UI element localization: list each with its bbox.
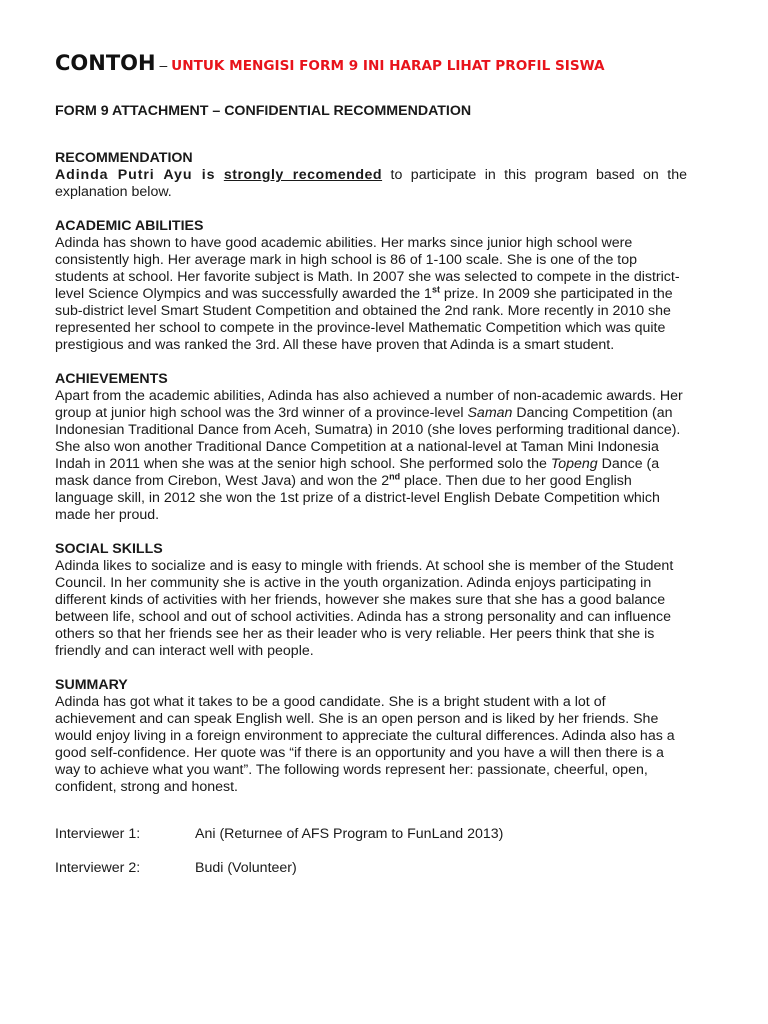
academic-section: [55, 218, 687, 354]
title-dash: –: [155, 57, 172, 73]
recommendation-section: [55, 150, 687, 201]
summary-section: [55, 677, 687, 796]
academic-superscript: st: [431, 284, 440, 295]
achievements-text: [55, 388, 687, 524]
achievements-text-part-3: Dance (a mask dance from Cirebon, West Java) and won the 2: [55, 456, 660, 489]
achievements-text-part-4: place. Then due to her good English language skill, in 2012 she won the 1st prize of a district-level English Debate Competition which made her proud.: [55, 473, 660, 523]
strongly-recommended-phrase: strongly recomended: [223, 167, 383, 183]
social-text: Adinda likes to socialize and is easy to mingle with friends. At school she is member of the Student Council. In her community she is active in the youth organization. Adinda enjoys participating in different kinds of activities with her friends, however she makes sure that she has a good balance between life, school and out of school activities. Adinda has a strong personality and can influence others so that her friends see her as their leader who is very reliable. Her peers think that she is friendly and can interact well with people.: [55, 558, 674, 659]
summary-text: Adinda has got what it takes to be a good candidate. She is a bright student with a lot of achievement and can speak English well. She is an open person and is liked by her friends. She would enjoy living in a foreign environment to appreciate the cultural differences. Adinda also has a good self-confidence. Her quote was “if there is an opportunity and you have a will then there is a way to achieve what you want”. The following words represent her: passionate, cheerful, open, confident, strong and honest.: [55, 694, 675, 795]
achievements-section: [55, 371, 687, 524]
recommendation-text: [55, 167, 687, 201]
interviewers-block: [55, 826, 687, 877]
achievements-text-part-2: Dancing Competition (an Indonesian Traditional Dance from Aceh, Sumatra) in 2010 (she loves performing traditional dance). She also won another Traditional Dance Competition at a national-level at Taman Mini Indonesia Indah in 2011 when she was at the senior high school. She performed solo the: [55, 405, 681, 472]
academic-heading: ACADEMIC ABILITIES: [55, 218, 204, 234]
candidate-name: Adinda Putri Ayu is: [55, 167, 216, 183]
topeng-term: Topeng: [550, 456, 598, 472]
document-page: [55, 48, 687, 894]
achievements-superscript: nd: [389, 471, 401, 482]
academic-text: [55, 235, 687, 354]
recommendation-heading: RECOMMENDATION: [55, 150, 193, 166]
interviewer-row-1: [55, 826, 687, 843]
achievements-heading: ACHIEVEMENTS: [55, 371, 168, 387]
recommendation-rest: to participate in this program based on the explanation below.: [55, 167, 687, 200]
achievements-text-part-1: Apart from the academic abilities, Adinda has also achieved a number of non-academic awards. Her group at junior high school was the 3rd winner of a province-level: [55, 388, 683, 421]
summary-heading: SUMMARY: [55, 677, 128, 693]
document-subtitle: UNTUK MENGISI FORM 9 INI HARAP LIHAT PROFIL SISWA: [171, 58, 605, 74]
academic-text-part-2: prize. In 2009 she participated in the sub-district level Smart Student Competition and obtained the 2nd rank. More recently in 2010 she represented her school to compete in the province-level Mathematic Competition which was quite prestigious and was ranked the 3rd. All these have proven that Adinda is a smart student.: [55, 286, 673, 353]
form-heading: FORM 9 ATTACHMENT – CONFIDENTIAL RECOMMENDATION: [55, 103, 472, 119]
interviewer-row-2: [55, 860, 687, 877]
interviewer-2-label: Interviewer 2:: [55, 860, 141, 876]
saman-term: Saman: [467, 405, 513, 421]
social-heading: SOCIAL SKILLS: [55, 541, 163, 557]
interviewer-1-value: Ani (Returnee of AFS Program to FunLand 2013): [195, 826, 504, 842]
academic-text-part-1: Adinda has shown to have good academic abilities. Her marks since junior high school were consistently high. Her average mark in high school is 86 of 1-100 scale. She is one of the top students at school. Her favorite subject is Math. In 2007 she was selected to compete in the district-level Science Olympics and was successfully awarded the 1: [55, 235, 680, 302]
interviewer-2-value: Budi (Volunteer): [195, 860, 297, 876]
document-title-line: [55, 48, 687, 81]
social-section: [55, 541, 687, 660]
interviewer-1-label: Interviewer 1:: [55, 826, 141, 842]
document-title: CONTOH: [55, 51, 156, 75]
